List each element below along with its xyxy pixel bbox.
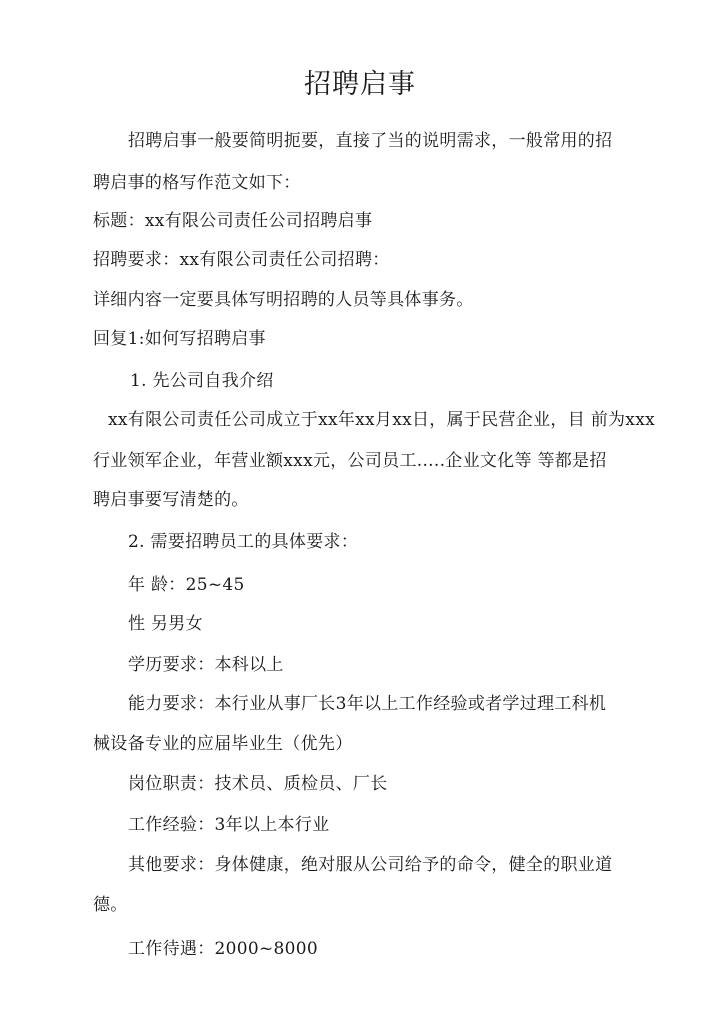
detail-line: 详细内容一定要具体写明招聘的人员等具体事务。 — [93, 290, 474, 310]
age-requirement: 年 龄：25~45 — [128, 575, 245, 595]
title-example-line: 标题：xx有限公司责任公司招聘启事 — [93, 211, 373, 231]
section-1-heading: 1. 先公司自我介绍 — [130, 371, 274, 391]
section-2-heading: 2. 需要招聘员工的具体要求： — [128, 532, 359, 552]
reply-heading: 回复1:如何写招聘启事 — [93, 329, 266, 349]
company-intro-line-1: xx有限公司责任公司成立于xx年xx月xx日，属于民营企业，目 前为xxx — [108, 410, 655, 430]
company-intro-line-2: 行业领军企业，年营业额xxx元，公司员工.....企业文化等 等都是招 — [93, 451, 607, 471]
intro-line-2: 聘启事的格写作范文如下： — [93, 173, 301, 193]
work-experience: 工作经验：3年以上本行业 — [128, 815, 330, 835]
education-requirement: 学历要求：本科以上 — [128, 655, 284, 675]
other-requirements-line-1: 其他要求：身体健康，绝对服从公司给予的命令，健全的职业道 — [128, 855, 613, 875]
gender-requirement: 性 另男女 — [128, 614, 203, 634]
page-title: 招聘启事 — [304, 69, 416, 100]
requirement-example-line: 招聘要求：xx有限公司责任公司招聘： — [93, 250, 390, 270]
ability-requirement-line-2: 械设备专业的应届毕业生（优先） — [93, 734, 353, 754]
company-intro-line-3: 聘启事要写清楚的。 — [93, 490, 249, 510]
other-requirements-line-2: 德。 — [93, 895, 128, 915]
intro-line-1: 招聘启事一般要简明扼要，直接了当的说明需求，一般常用的招 — [128, 131, 613, 151]
ability-requirement-line-1: 能力要求：本行业从事厂长3年以上工作经验或者学过理工科机 — [128, 694, 607, 714]
job-duties: 岗位职责：技术员、质检员、厂长 — [128, 774, 388, 794]
salary-line: 工作待遇：2000~8000 — [128, 939, 318, 959]
